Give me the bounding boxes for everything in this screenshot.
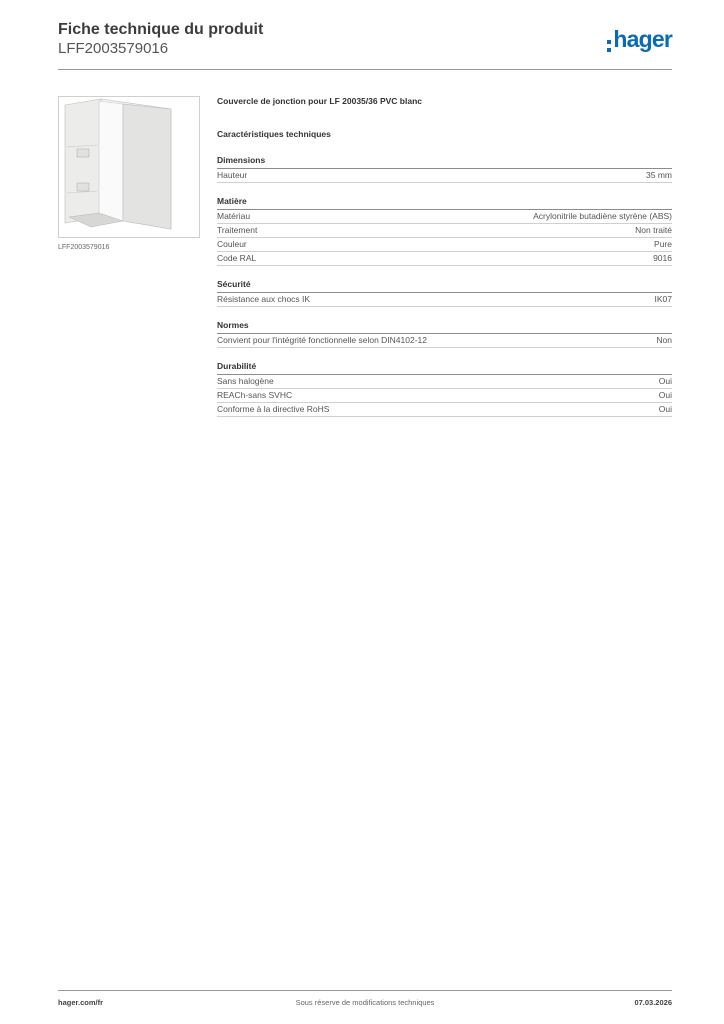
spec-label: Traitement [217,225,258,235]
spec-label: Couleur [217,239,247,249]
spec-row [217,169,672,183]
spec-label: Matériau [217,211,251,221]
hager-logo [607,27,672,55]
spec-row [217,403,672,417]
spec-row [217,210,672,224]
product-reference: LFF2003579016 [58,40,169,57]
spec-row [217,293,672,307]
image-caption: LFF2003579016 [58,244,110,251]
section-title: Matière [217,196,672,210]
spec-row [217,224,672,238]
spec-value: Oui [658,404,672,414]
footer-divider [58,990,672,991]
logo-dots-icon [607,40,611,52]
logo-text: hager [613,26,672,52]
spec-label: Hauteur [217,170,248,180]
spec-value: Non traité [635,225,672,235]
website-link[interactable]: hager.com/fr [58,998,104,1007]
spec-row [217,238,672,252]
section-matiere [217,196,672,266]
spec-value: IK07 [654,294,672,304]
spec-label: Sans halogène [217,376,274,386]
product-details [217,96,672,417]
section-durabilite [217,361,672,417]
junction-cover-illustration [59,97,199,237]
spec-label: REACh-sans SVHC [217,390,293,400]
spec-value: Oui [658,390,672,400]
spec-value: Pure [654,239,672,249]
spec-value: 35 mm [646,170,672,180]
section-title: Normes [217,320,672,334]
spec-value: Oui [658,376,672,386]
spec-label: Convient pour l'intégrité fonctionnelle selon DIN4102-12 [217,335,428,345]
footer-date: 07.03.2026 [634,998,672,1007]
spec-row [217,252,672,266]
section-securite [217,279,672,307]
product-description: Couvercle de jonction pour LF 20035/36 PVC blanc [217,96,423,106]
header-divider [58,69,672,70]
section-dimensions [217,155,672,183]
spec-row [217,389,672,403]
spec-value: Non [656,335,672,345]
spec-value: Acrylonitrile butadiène styrène (ABS) [533,211,672,221]
spec-label: Résistance aux chocs IK [217,294,311,304]
spec-label: Code RAL [217,253,257,263]
spec-heading: Caractéristiques techniques [217,129,331,139]
section-normes [217,320,672,348]
spec-row [217,375,672,389]
spec-value: 9016 [653,253,672,263]
footer-notice: Sous réserve de modifications techniques [295,998,435,1007]
spec-row [217,334,672,348]
section-title: Sécurité [217,279,672,293]
page-title: Fiche technique du produit [58,21,264,38]
spec-label: Conforme à la directive RoHS [217,404,330,414]
section-title: Dimensions [217,155,672,169]
product-image [58,96,200,238]
section-title: Durabilité [217,361,672,375]
page-header [58,20,672,58]
